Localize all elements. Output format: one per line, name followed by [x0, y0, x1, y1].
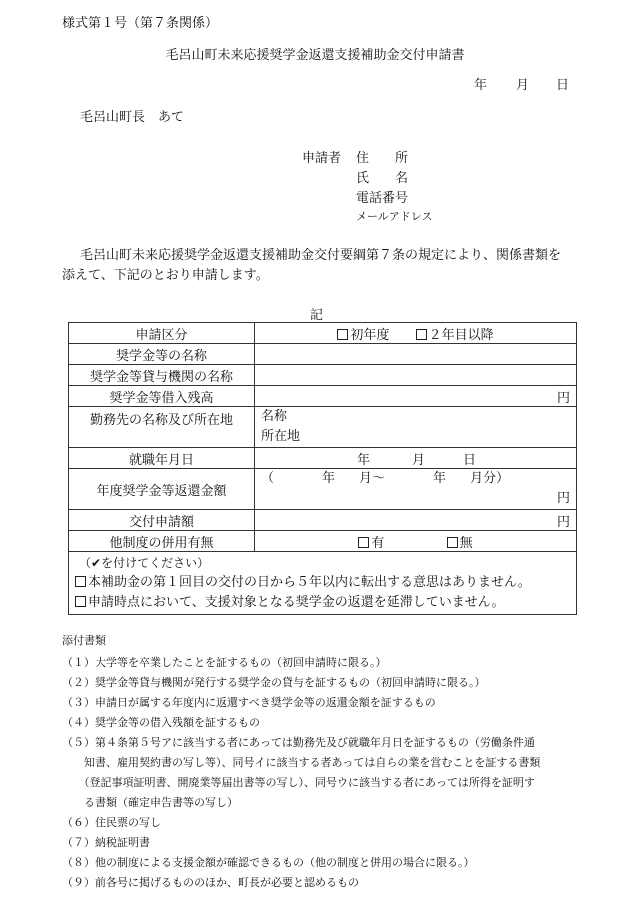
- balance-field[interactable]: [255, 386, 577, 407]
- pledges-cell: [69, 552, 577, 615]
- ki-heading: 記: [310, 308, 324, 323]
- attachment-item: （登記事項証明書、開廃業等届出書等の写し）、同号ウに該当する者にあっては所得を証明す: [62, 776, 535, 789]
- attachment-item: （５）第４条第５号アに該当する者にあっては勤務先及び就職年月日を証するもの（労働条件通: [62, 736, 535, 749]
- applicant-email-label: メールアドレス: [356, 210, 433, 223]
- annual-repay-field[interactable]: [255, 469, 577, 510]
- body-text-line2: 添えて、下記のとおり申請します。: [62, 268, 269, 283]
- request-amount-label: 交付申請額: [69, 510, 255, 531]
- second-year-option[interactable]: [416, 328, 494, 343]
- checkbox-icon: [75, 576, 86, 587]
- lender-name-label: 奨学金等貸与機関の名称: [69, 365, 255, 386]
- pledge-2[interactable]: [75, 593, 570, 613]
- row-other-system: [69, 531, 577, 552]
- scholarship-name-label: 奨学金等の名称: [69, 344, 255, 365]
- category-options: [255, 323, 577, 344]
- yen-unit: 円: [556, 514, 570, 530]
- form-number: 様式第１号（第７条関係）: [62, 16, 219, 31]
- employment-date-label: 就職年月日: [69, 448, 255, 469]
- workplace-name-label: 名称: [261, 409, 288, 424]
- application-table: [68, 322, 577, 615]
- applicant-name-label: 氏 名: [356, 171, 409, 186]
- row-lender-name: [69, 365, 577, 386]
- applicant-phone-label: 電話番号: [356, 191, 409, 206]
- attachment-item: （３）申請日が属する年度内に返還すべき奨学金等の返還金額を証するもの: [62, 696, 436, 709]
- row-employment-date: [69, 448, 577, 469]
- lender-name-field[interactable]: [255, 365, 577, 386]
- category-label: 申請区分: [69, 323, 255, 344]
- checkbox-icon: [75, 596, 86, 607]
- workplace-address-label: 所在地: [261, 429, 301, 444]
- checkbox-icon: [358, 537, 369, 548]
- other-system-label: 他制度の併用有無: [69, 531, 255, 552]
- form-title: 毛呂山町未来応援奨学金返還支援補助金交付申請書: [165, 48, 465, 63]
- scholarship-name-field[interactable]: [255, 344, 577, 365]
- attachment-item: 知書、雇用契約書の写し等）、同号イに該当する者あっては自らの業を営むことを証する書類: [62, 756, 541, 769]
- attachment-item: る書類（確定申告書等の写し）: [62, 796, 238, 809]
- period-month-from: 月～: [359, 471, 386, 486]
- first-year-label: 初年度: [350, 327, 390, 343]
- yen-unit: 円: [556, 491, 570, 506]
- row-annual-repay: [69, 469, 577, 510]
- employment-date-field[interactable]: [255, 448, 577, 469]
- body-text-line1: 毛呂山町未来応援奨学金返還支援補助金交付要綱第７条の規定により、関係書類を: [80, 248, 562, 263]
- request-amount-field[interactable]: [255, 510, 577, 531]
- pledge-1[interactable]: [75, 573, 570, 593]
- period-paren-open: （: [261, 471, 275, 486]
- emp-day: 日: [463, 452, 477, 468]
- attachment-item: （１）大学等を卒業したことを証するもの（初回申請時に限る。）: [62, 656, 387, 669]
- checkbox-icon: [337, 329, 348, 340]
- row-workplace: [69, 407, 577, 448]
- row-category: [69, 323, 577, 344]
- attachments-title: 添付書類: [62, 634, 106, 647]
- period-year: 年: [322, 471, 336, 486]
- row-scholarship-name: [69, 344, 577, 365]
- attachment-item: （９）前各号に掲げるもののほか、町長が必要と認めるもの: [62, 876, 359, 889]
- emp-month: 月: [412, 452, 426, 468]
- no-option[interactable]: [447, 536, 473, 551]
- period-month-to: 月分）: [470, 471, 510, 486]
- first-year-option[interactable]: [337, 328, 389, 343]
- date-day: 日: [556, 78, 570, 93]
- emp-year: 年: [357, 452, 371, 468]
- row-balance: [69, 386, 577, 407]
- workplace-label: 勤務先の名称及び所在地: [69, 407, 255, 448]
- row-pledges: [69, 552, 577, 615]
- other-system-options: [255, 531, 577, 552]
- yes-label: 有: [371, 535, 385, 551]
- attachment-item: （６）住民票の写し: [62, 816, 161, 829]
- checkbox-icon: [447, 537, 458, 548]
- no-label: 無: [459, 535, 473, 551]
- checkmark-icon: ✔: [91, 556, 102, 570]
- yen-unit: 円: [556, 390, 570, 406]
- applicant-address-label: 住 所: [356, 151, 409, 166]
- annual-repay-label: 年度奨学金等返還金額: [69, 469, 255, 510]
- balance-label: 奨学金等借入残高: [69, 386, 255, 407]
- attachment-item: （２）奨学金等貸与機関が発行する奨学金の貸与を証するもの（初回申請時に限る。）: [62, 676, 486, 689]
- pledge-2-text: 申請時点において、支援対象となる奨学金の返還を延滞していません。: [88, 595, 505, 610]
- addressee: 毛呂山町長 あて: [80, 110, 185, 125]
- date-year: 年: [474, 78, 488, 93]
- yes-option[interactable]: [358, 536, 384, 551]
- period-year2: 年: [433, 471, 447, 486]
- row-request-amount: [69, 510, 577, 531]
- workplace-field[interactable]: [255, 407, 577, 448]
- date-month: 月: [516, 78, 530, 93]
- checkbox-icon: [416, 329, 427, 340]
- attachment-item: （４）奨学金等の借入残額を証するもの: [62, 716, 260, 729]
- pledge-1-text: 本補助金の第１回目の交付の日から５年以内に転出する意思はありません。: [88, 575, 531, 590]
- attachment-item: （７）納税証明書: [62, 836, 150, 849]
- check-instruction: （✔を付けてください）: [79, 556, 210, 570]
- applicant-label: 申請者: [302, 151, 342, 166]
- second-year-label: ２年目以降: [428, 327, 494, 343]
- attachment-item: （８）他の制度による支援金額が確認できるもの（他の制度と併用の場合に限る。）: [62, 856, 475, 869]
